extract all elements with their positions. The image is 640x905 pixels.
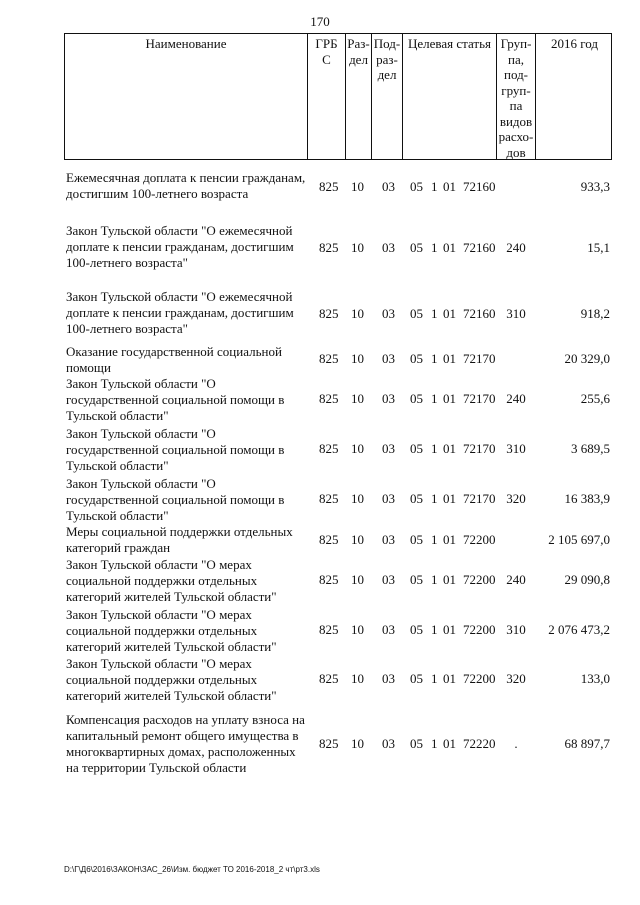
row-podrazdel: 03 (382, 351, 395, 366)
row-cs4: 72220 (463, 736, 496, 751)
row-podrazdel: 03 (382, 391, 395, 406)
row-name: Закон Тульской области "О ежемесячной доплате к пенсии гражданам, достигшим 100-летнего возраста" (66, 289, 294, 336)
row-cs1: 05 (410, 351, 423, 366)
row-vr: 240 (506, 391, 526, 406)
table-row (64, 289, 612, 339)
row-cs3: 01 (443, 572, 456, 587)
row-cs3: 01 (443, 179, 456, 194)
row-grbs: 825 (319, 240, 339, 255)
header-podrazdel-line-3: дел (377, 67, 397, 82)
header-gruppa-line-5: па (509, 98, 523, 113)
row-razdel: 10 (351, 532, 364, 547)
row-cs4: 72160 (463, 179, 496, 194)
row-cs2: 1 (431, 441, 438, 456)
row-cs3: 01 (443, 622, 456, 637)
row-vr: 310 (506, 306, 526, 321)
row-name: Меры социальной поддержки отдельных категорий граждан (66, 524, 293, 555)
row-grbs: 825 (319, 671, 339, 686)
row-sum: 2 076 473,2 (548, 622, 610, 637)
row-razdel: 10 (351, 622, 364, 637)
row-sum: 2 105 697,0 (548, 532, 610, 547)
row-razdel: 10 (351, 491, 364, 506)
row-sum: 16 383,9 (564, 491, 610, 506)
row-cs3: 01 (443, 671, 456, 686)
row-cs1: 05 (410, 671, 423, 686)
table-row (64, 476, 612, 524)
row-razdel: 10 (351, 671, 364, 686)
row-cs1: 05 (410, 240, 423, 255)
row-cs2: 1 (431, 622, 438, 637)
row-cs1: 05 (410, 622, 423, 637)
row-vr: . (514, 736, 518, 751)
row-cs3: 01 (443, 441, 456, 456)
row-cs2: 1 (431, 532, 438, 547)
page-number: 170 (310, 14, 330, 29)
header-grbs-line-1: ГРБ (315, 36, 338, 51)
table-row (64, 170, 612, 204)
row-cs3: 01 (443, 532, 456, 547)
row-sum: 133,0 (580, 671, 610, 686)
table-row (64, 656, 612, 704)
row-name: Закон Тульской области "О государственной социальной помощи в Тульской области" (66, 426, 285, 473)
row-podrazdel: 03 (382, 622, 395, 637)
header-podrazdel-line-2: раз- (376, 51, 398, 67)
row-razdel: 10 (351, 240, 364, 255)
table-row (64, 344, 612, 378)
header-razdel-line-1: Раз- (347, 36, 370, 51)
row-vr: 320 (506, 671, 526, 686)
row-grbs: 825 (319, 622, 339, 637)
row-cs3: 01 (443, 736, 456, 751)
row-razdel: 10 (351, 572, 364, 587)
row-grbs: 825 (319, 532, 339, 547)
row-cs2: 1 (431, 179, 438, 194)
row-name: Закон Тульской области "О государственной социальной помощи в Тульской области" (66, 376, 285, 423)
header-gruppa-line-2: па, (508, 51, 524, 67)
row-cs3: 01 (443, 491, 456, 506)
row-name: Ежемесячная доплата к пенсии гражданам, достигшим 100-летнего возраста (66, 170, 306, 201)
row-grbs: 825 (319, 351, 339, 366)
row-razdel: 10 (351, 179, 364, 194)
row-cs2: 1 (431, 240, 438, 255)
row-sum: 29 090,8 (564, 572, 610, 587)
row-cs3: 01 (443, 351, 456, 366)
row-cs2: 1 (431, 572, 438, 587)
header-year: 2016 год (551, 36, 598, 51)
row-name: Закон Тульской области "О мерах социальной поддержки отдельных категорий жителей Тульской области" (66, 656, 277, 703)
table-row (64, 557, 612, 605)
row-grbs: 825 (319, 179, 339, 194)
row-cs2: 1 (431, 491, 438, 506)
header-podrazdel (372, 34, 403, 159)
row-vr: 310 (506, 441, 526, 456)
row-grbs: 825 (319, 491, 339, 506)
row-name: Компенсация расходов на уплату взноса на капитальный ремонт общего имущества в многоквартирных домах, расположенных на территории Тульской области (66, 712, 305, 775)
row-podrazdel: 03 (382, 441, 395, 456)
row-cs4: 72200 (463, 671, 496, 686)
row-name: Закон Тульской области "О мерах социальной поддержки отдельных категорий жителей Тульской области" (66, 607, 277, 654)
row-podrazdel: 03 (382, 491, 395, 506)
row-sum: 255,6 (580, 391, 610, 406)
header-razdel-line-2: дел (349, 51, 368, 67)
row-vr: 240 (506, 240, 526, 255)
table-row (64, 376, 612, 424)
header-podrazdel-line-1: Под- (373, 36, 401, 51)
row-cs1: 05 (410, 441, 423, 456)
row-cs4: 72170 (463, 391, 496, 406)
header-gruppa-line-4: груп- (501, 82, 531, 98)
row-cs4: 72170 (463, 351, 496, 366)
header-grbs-line-2: С (322, 51, 331, 67)
row-cs1: 05 (410, 391, 423, 406)
row-cs4: 72200 (463, 532, 496, 547)
header-gruppa-line-1: Груп- (500, 36, 532, 51)
row-cs3: 01 (443, 240, 456, 255)
row-vr: 310 (506, 622, 526, 637)
row-cs3: 01 (443, 391, 456, 406)
row-cs2: 1 (431, 306, 438, 321)
row-podrazdel: 03 (382, 179, 395, 194)
header-gruppa-line-7: расхо- (498, 129, 534, 144)
row-podrazdel: 03 (382, 572, 395, 587)
row-cs4: 72170 (463, 441, 496, 456)
row-cs1: 05 (410, 736, 423, 751)
row-name: Закон Тульской области "О мерах социальной поддержки отдельных категорий жителей Тульской области" (66, 557, 277, 604)
row-sum: 20 329,0 (564, 351, 610, 366)
row-cs4: 72200 (463, 622, 496, 637)
row-sum: 15,1 (587, 240, 610, 255)
table-row (64, 607, 612, 655)
row-cs1: 05 (410, 306, 423, 321)
row-grbs: 825 (319, 306, 339, 321)
row-name: Закон Тульской области "О ежемесячной доплате к пенсии гражданам, достигшим 100-летнего возраста" (66, 223, 294, 270)
row-cs1: 05 (410, 532, 423, 547)
row-razdel: 10 (351, 441, 364, 456)
row-cs4: 72160 (463, 306, 496, 321)
header-gruppa-line-8: дов (506, 144, 526, 160)
row-grbs: 825 (319, 391, 339, 406)
row-podrazdel: 03 (382, 306, 395, 321)
table-row (64, 223, 612, 273)
header-celevaya: Целевая статья (403, 34, 497, 159)
table-row (64, 426, 612, 474)
row-cs2: 1 (431, 671, 438, 686)
header-gruppa-line-3: под- (503, 67, 529, 82)
row-grbs: 825 (319, 441, 339, 456)
row-cs4: 72170 (463, 491, 496, 506)
table-row (64, 524, 612, 558)
row-sum: 3 689,5 (571, 441, 610, 456)
row-vr: 320 (506, 491, 526, 506)
row-razdel: 10 (351, 736, 364, 751)
row-cs4: 72160 (463, 240, 496, 255)
row-grbs: 825 (319, 572, 339, 587)
row-cs2: 1 (431, 736, 438, 751)
row-cs4: 72200 (463, 572, 496, 587)
row-podrazdel: 03 (382, 240, 395, 255)
row-cs1: 05 (410, 179, 423, 194)
row-podrazdel: 03 (382, 532, 395, 547)
row-sum: 918,2 (580, 306, 610, 321)
row-cs1: 05 (410, 491, 423, 506)
row-podrazdel: 03 (382, 736, 395, 751)
row-razdel: 10 (351, 351, 364, 366)
header-name: Наименование (65, 34, 308, 159)
header-gruppa (497, 34, 536, 159)
row-podrazdel: 03 (382, 671, 395, 686)
table-header (64, 33, 612, 160)
row-vr: 240 (506, 572, 526, 587)
file-path-footer: D:\Г\Д6\2016\ЗАКОН\ЗАС_26\Изм. бюджет ТО 2016-2018_2 чт\рт3.xls (64, 865, 320, 874)
table-row (64, 712, 612, 778)
row-razdel: 10 (351, 391, 364, 406)
header-gruppa-line-6: видов (499, 113, 533, 129)
row-sum: 933,3 (580, 179, 610, 194)
row-name: Закон Тульской области "О государственной социальной помощи в Тульской области" (66, 476, 285, 523)
row-razdel: 10 (351, 306, 364, 321)
row-cs2: 1 (431, 391, 438, 406)
header-razdel (346, 34, 372, 159)
header-grbs (308, 34, 346, 159)
row-cs3: 01 (443, 306, 456, 321)
row-cs2: 1 (431, 351, 438, 366)
row-cs1: 05 (410, 572, 423, 587)
row-name: Оказание государственной социальной помощи (66, 344, 282, 375)
row-sum: 68 897,7 (564, 736, 610, 751)
row-grbs: 825 (319, 736, 339, 751)
